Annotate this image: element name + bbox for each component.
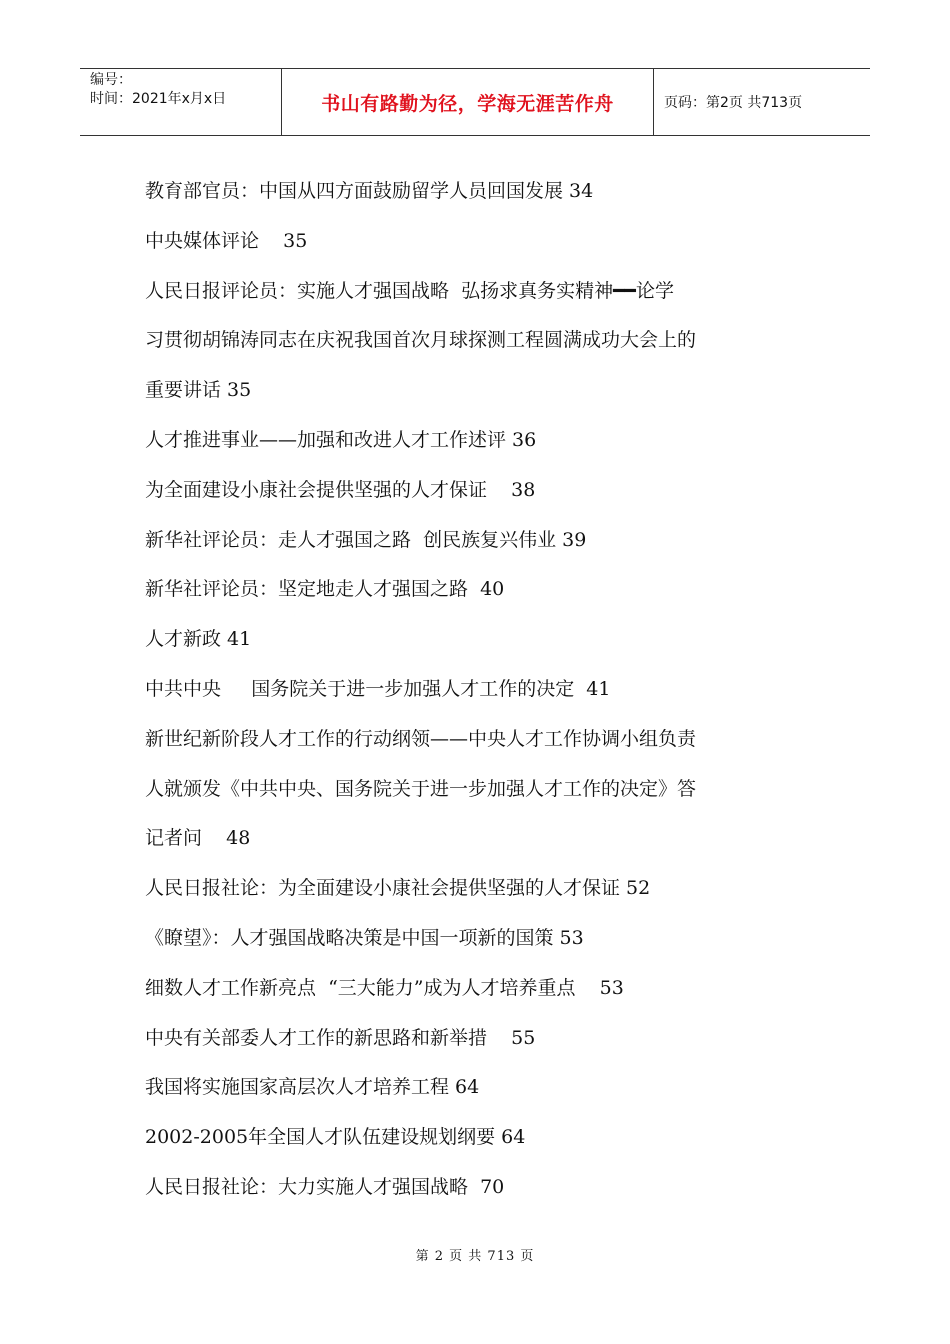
toc-entry: 中央有关部委人才工作的新思路和新举措 55	[145, 1026, 536, 1049]
toc-entry: 习贯彻胡锦涛同志在庆祝我国首次月球探测工程圆满成功大会上的	[145, 329, 697, 352]
toc-entry: 人才推进事业——加强和改进人才工作述评 36	[145, 428, 537, 451]
serial-label: 编号：	[90, 72, 132, 88]
page-header	[80, 68, 870, 136]
toc-entry: 中央媒体评论 35	[145, 229, 308, 252]
toc-entry: 细数人才工作新亮点 “三大能力”成为人才培养重点 53	[145, 976, 624, 999]
toc-entry: 2002-2005年全国人才队伍建设规划纲要 64	[145, 1126, 526, 1149]
toc-entry: 人民日报社论：为全面建设小康社会提供坚强的人才保证 52	[145, 877, 651, 900]
toc-entry: 新华社评论员：坚定地走人才强国之路 40	[145, 578, 505, 601]
toc-entry: 人就颁发《中共中央、国务院关于进一步加强人才工作的决定》答	[145, 777, 697, 800]
toc-entry: 新华社评论员：走人才强国之路 创民族复兴伟业 39	[145, 528, 587, 551]
header-meta	[80, 69, 282, 135]
toc-entry: 《瞭望》：人才强国战略决策是中国一项新的国策 53	[145, 926, 584, 949]
toc-entry: 我国将实施国家高层次人才培养工程 64	[145, 1076, 480, 1099]
toc-entry: 新世纪新阶段人才工作的行动纲领——中央人才工作协调小组负责	[145, 727, 697, 750]
toc-entry: 为全面建设小康社会提供坚强的人才保证 38	[145, 478, 536, 501]
toc-entry: 中共中央 国务院关于进一步加强人才工作的决定 41	[145, 677, 611, 700]
header-motto: 书山有路勤为径，学海无涯苦作舟	[282, 69, 654, 135]
table-of-contents	[145, 167, 825, 1213]
date-label: 时间：2021年x月x日	[90, 91, 227, 107]
page-footer: 第 2 页 共 713 页	[415, 1249, 535, 1264]
toc-entry: 重要讲话 35	[145, 379, 252, 402]
toc-entry: 人民日报社论：大力实施人才强国战略 70	[145, 1175, 505, 1198]
toc-entry: 记者问 48	[145, 827, 251, 850]
toc-entry: 人才新政 41	[145, 628, 252, 651]
toc-entry: 教育部官员：中国从四方面鼓励留学人员回国发展 34	[145, 180, 594, 202]
toc-entry: 人民日报评论员：实施人才强国战略 弘扬求真务实精神━━论学	[145, 279, 674, 302]
header-page-info: 页码：第2页 共713页	[664, 95, 803, 111]
